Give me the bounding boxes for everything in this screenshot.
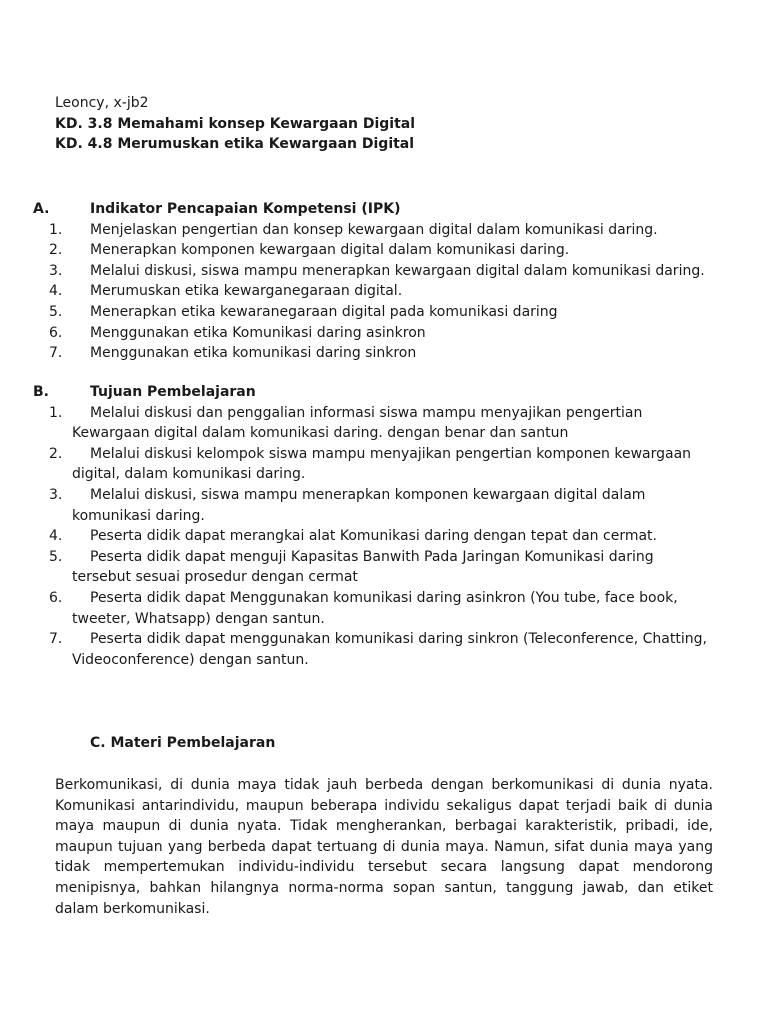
item-text: Melalui diskusi, siswa mampu menerapkan komponen kewargaan digital dalam komunikasi daring. — [72, 486, 646, 524]
list-item — [0, 526, 712, 547]
list-item — [0, 588, 712, 629]
section-b — [0, 382, 768, 670]
list-item — [0, 240, 768, 261]
item-number: 5. — [49, 548, 63, 565]
ipk-list — [0, 220, 768, 364]
section-a-title: Indikator Pencapaian Kompetensi (IPK) — [90, 201, 401, 217]
item-text: Melalui diskusi kelompok siswa mampu menyajikan pengertian komponen kewargaan digital, dalam komunikasi daring. — [72, 445, 692, 483]
section-b-letter: B. — [33, 384, 49, 400]
item-text: Menjelaskan pengertian dan konsep kewargaan digital dalam komunikasi daring. — [90, 221, 658, 238]
section-a-letter: A. — [33, 201, 50, 217]
item-number: 1. — [49, 221, 63, 238]
item-number: 4. — [49, 528, 63, 545]
list-item — [0, 302, 768, 323]
document-header — [55, 93, 715, 155]
kd-3-8: KD. 3.8 Memahami konsep Kewargaan Digital — [55, 115, 416, 132]
list-item — [0, 485, 712, 526]
section-b-heading — [0, 382, 768, 403]
list-item — [0, 220, 768, 241]
item-number: 7. — [49, 345, 63, 362]
item-text: Melalui diskusi dan penggalian informasi siswa mampu menyajikan pengertian Kewargaan digital dalam komunikasi daring. dengan benar dan santun — [72, 404, 643, 442]
item-number: 3. — [49, 262, 63, 279]
item-number: 1. — [49, 404, 63, 421]
item-text: Peserta didik dapat merangkai alat Komunikasi daring dengan tepat dan cermat. — [90, 528, 657, 545]
item-number: 3. — [49, 486, 63, 503]
item-number: 2. — [49, 445, 63, 462]
item-text: Merumuskan etika kewarganegaraan digital. — [90, 283, 403, 300]
item-number: 7. — [49, 631, 63, 648]
section-a — [0, 199, 768, 364]
item-number: 6. — [49, 589, 63, 606]
item-text: Melalui diskusi, siswa mampu menerapkan kewargaan digital dalam komunikasi daring. — [90, 262, 705, 279]
item-number: 2. — [49, 242, 63, 259]
tujuan-list — [0, 403, 768, 671]
list-item — [0, 547, 712, 588]
item-text: Menggunakan etika Komunikasi daring asinkron — [90, 324, 426, 341]
item-text: Peserta didik dapat menggunakan komunikasi daring sinkron (Teleconference, Chatting, Videoconference) dengan santun. — [72, 631, 707, 668]
section-b-title: Tujuan Pembelajaran — [90, 384, 256, 400]
section-a-heading — [0, 199, 768, 220]
materi-paragraph: Berkomunikasi, di dunia maya tidak jauh berbeda dengan berkomunikasi di dunia nyata. Komunikasi antarindividu, maupun beberapa individu sekaligus dapat terjadi baik di dunia maya maupun di dunia nyata. Tidak mengherankan, berbagai karakteristik, pribadi, ide, maupun tujuan yang berbeda dapat tertuang di dunia maya. Namun, sifat dunia maya yang tidak mempertemukan individu-individu tersebut secara langsung dapat mendorong menipisnya, bahkan hilangnya norma-norma sopan santun, tanggung jawab, dan etiket dalam berkomunikasi. — [55, 777, 713, 917]
list-item — [0, 343, 768, 364]
list-item — [0, 444, 712, 485]
item-text: Menerapkan etika kewaranegaraan digital pada komunikasi daring — [90, 303, 558, 320]
kd-4-8: KD. 4.8 Merumuskan etika Kewargaan Digital — [55, 136, 415, 153]
list-item — [0, 323, 768, 344]
item-text: Peserta didik dapat Menggunakan komunikasi daring asinkron (You tube, face book, tweeter, Whatsapp) dengan santun. — [72, 589, 678, 627]
item-text: Menggunakan etika komunikasi daring sinkron — [90, 345, 417, 362]
section-c-title: C. Materi Pembelajaran — [90, 735, 276, 751]
list-item — [0, 281, 768, 302]
item-number: 6. — [49, 324, 63, 341]
item-text: Peserta didik dapat menguji Kapasitas Banwith Pada Jaringan Komunikasi daring tersebut sesuai prosedur dengan cermat — [72, 548, 654, 586]
list-item — [0, 261, 768, 282]
item-number: 4. — [49, 283, 63, 300]
list-item — [0, 403, 712, 444]
item-text: Menerapkan komponen kewargaan digital dalam komunikasi daring. — [90, 242, 570, 259]
author-line: Leoncy, x-jb2 — [55, 95, 149, 111]
list-item — [0, 629, 712, 670]
item-number: 5. — [49, 303, 63, 320]
